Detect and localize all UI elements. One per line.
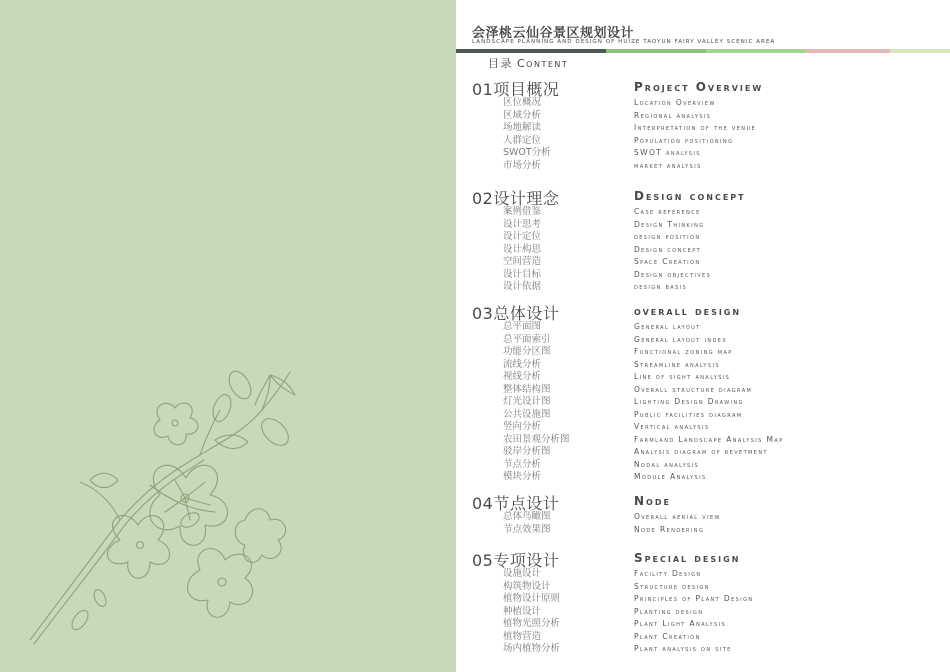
toc-item[interactable] xyxy=(456,446,950,459)
toc-item-en: Planting design xyxy=(634,606,704,616)
section-items xyxy=(456,321,950,484)
toc-item-en: Structure design xyxy=(634,581,710,591)
toc-item-cn: 植物营造 xyxy=(503,630,542,642)
left-decorative-panel xyxy=(0,0,456,672)
toc-item-en: Node Rendering xyxy=(634,524,705,534)
toc-item-cn: 整体结构图 xyxy=(503,383,551,395)
toc-item-en: Vertical analysis xyxy=(634,422,710,431)
toc-item-en: design position xyxy=(634,232,701,241)
toc-item[interactable] xyxy=(456,97,950,110)
toc-item[interactable] xyxy=(456,524,950,537)
toc-item-cn: 功能分区图 xyxy=(503,346,551,357)
section-title-cn[interactable]: 02设计理念 xyxy=(472,189,560,208)
contents-heading xyxy=(488,55,568,71)
toc-item-en: Facility Design xyxy=(634,569,702,578)
toc-item-cn: SWOT分析 xyxy=(503,147,551,158)
toc-item-cn: 视线分析 xyxy=(503,371,542,382)
toc-item-en: Location Overview xyxy=(634,98,716,107)
toc-item[interactable] xyxy=(456,471,950,484)
toc-item-cn: 区域分析 xyxy=(503,109,542,121)
toc-item[interactable] xyxy=(456,581,950,594)
toc-item-cn: 公共设施图 xyxy=(503,408,551,420)
toc-item-en: Design Thinking xyxy=(634,219,705,229)
toc-item-cn: 市场分析 xyxy=(503,159,542,171)
toc-item-en: Space Creation xyxy=(634,257,701,266)
section-title-en[interactable]: Special design xyxy=(634,551,741,565)
section-title-en[interactable]: Project Overview xyxy=(634,80,764,94)
document-title: 会泽桃云仙谷景区规划设计 xyxy=(472,26,635,41)
toc-item-cn: 场内植物分析 xyxy=(503,643,561,654)
toc-item[interactable] xyxy=(456,334,950,347)
header-bar-segment xyxy=(606,49,706,53)
toc-item-cn: 植物设计原则 xyxy=(503,593,561,604)
toc-item-cn: 设计构思 xyxy=(503,243,542,255)
toc-item-cn: 设计定位 xyxy=(503,231,542,242)
toc-item[interactable] xyxy=(456,206,950,219)
section-items xyxy=(456,568,950,656)
toc-item[interactable] xyxy=(456,606,950,619)
toc-item-en: market analysis xyxy=(634,160,702,170)
toc-item-cn: 场地解读 xyxy=(503,122,542,133)
toc-item-cn: 设计目标 xyxy=(503,268,542,280)
toc-item[interactable] xyxy=(456,135,950,148)
toc-item-en: General layout index xyxy=(634,334,728,344)
section-items xyxy=(456,206,950,294)
toc-item-en: Design objectives xyxy=(634,269,712,279)
toc-item[interactable] xyxy=(456,421,950,434)
toc-item-en: Module Analysis xyxy=(634,472,707,481)
toc-item[interactable] xyxy=(456,359,950,372)
toc-item[interactable] xyxy=(456,371,950,384)
toc-item-en: Public facilities diagram xyxy=(634,409,743,419)
toc-item[interactable] xyxy=(456,593,950,606)
toc-item-en: Functional zoning map xyxy=(634,347,733,356)
header-bar-segment xyxy=(456,49,606,53)
toc-item[interactable] xyxy=(456,110,950,123)
toc-item[interactable] xyxy=(456,409,950,422)
toc-item-cn: 构筑物设计 xyxy=(503,580,551,592)
section-title-en[interactable]: Node xyxy=(634,494,671,508)
toc-item[interactable] xyxy=(456,643,950,656)
toc-item[interactable] xyxy=(456,511,950,524)
header-color-bar xyxy=(456,49,950,53)
toc-item-cn: 设计依据 xyxy=(503,281,542,292)
toc-item-en: Principles of Plant Design xyxy=(634,594,754,603)
header-bar-segment xyxy=(806,49,890,53)
toc-item[interactable] xyxy=(456,147,950,160)
section-title-en[interactable]: Design concept xyxy=(634,189,746,203)
toc-item-en: Line of sight analysis xyxy=(634,372,731,381)
toc-item-cn: 案例借鉴 xyxy=(503,206,542,217)
toc-item-en: Design concept xyxy=(634,244,702,254)
toc-item-en: Interpretation of the venue xyxy=(634,123,757,132)
toc-item-cn: 模块分析 xyxy=(503,471,542,482)
toc-item-cn: 流线分析 xyxy=(503,358,542,370)
toc-item[interactable] xyxy=(456,244,950,257)
toc-item[interactable] xyxy=(456,256,950,269)
toc-item[interactable] xyxy=(456,384,950,397)
toc-item-en: General layout xyxy=(634,322,701,331)
header-bar-segment xyxy=(890,49,950,53)
toc-item-en: Lighting Design Drawing xyxy=(634,397,744,406)
toc-item[interactable] xyxy=(456,269,950,282)
toc-item-en: SWOT analysis xyxy=(634,148,701,157)
section-items xyxy=(456,511,950,536)
toc-item-en: Streamline analysis xyxy=(634,359,720,369)
toc-item-cn: 农田景观分析图 xyxy=(503,433,570,445)
toc-item-en: Nodal analysis xyxy=(634,459,700,469)
toc-item-cn: 设计思考 xyxy=(503,218,542,230)
toc-item-cn: 节点效果图 xyxy=(503,523,551,535)
section-title-cn[interactable]: 01项目概况 xyxy=(472,80,560,99)
toc-item[interactable] xyxy=(456,568,950,581)
section-title-cn[interactable]: 04节点设计 xyxy=(472,494,560,513)
toc-item[interactable] xyxy=(456,231,950,244)
toc-item-cn: 种植设计 xyxy=(503,605,542,617)
toc-item[interactable] xyxy=(456,459,950,472)
toc-item-cn: 空间营造 xyxy=(503,256,542,267)
section-title-cn[interactable]: 03总体设计 xyxy=(472,304,560,323)
toc-item[interactable] xyxy=(456,434,950,447)
contents-heading-cn: 目录 xyxy=(488,57,513,70)
toc-item-en: Plant Creation xyxy=(634,631,701,641)
toc-item[interactable] xyxy=(456,396,950,409)
toc-item-en: Farmland Landscape Analysis Map xyxy=(634,434,784,444)
toc-item-en: Regional analysis xyxy=(634,110,712,120)
toc-item-en: Plant analysis on site xyxy=(634,644,732,653)
toc-item-en: Overall structure diagram xyxy=(634,384,753,394)
toc-item-cn: 灯光设计图 xyxy=(503,396,551,407)
toc-item-en: Plant Light Analysis xyxy=(634,619,727,628)
toc-item[interactable] xyxy=(456,160,950,173)
toc-item-en: Overall aerial view xyxy=(634,512,721,521)
toc-item[interactable] xyxy=(456,631,950,644)
toc-item[interactable] xyxy=(456,219,950,232)
toc-item[interactable] xyxy=(456,321,950,334)
toc-item[interactable] xyxy=(456,281,950,294)
toc-item[interactable] xyxy=(456,618,950,631)
section-items xyxy=(456,97,950,172)
toc-item-cn: 驳岸分析图 xyxy=(503,446,551,457)
toc-item-cn: 区位概况 xyxy=(503,97,542,108)
section-title-cn[interactable]: 05专项设计 xyxy=(472,551,560,570)
toc-item-cn: 节点分析 xyxy=(503,458,542,470)
toc-item-en: Analysis diagram of revetment xyxy=(634,447,768,456)
toc-item[interactable] xyxy=(456,122,950,135)
header-bar-segment xyxy=(706,49,806,53)
toc-item-cn: 总平面图 xyxy=(503,321,542,332)
peach-blossom-illustration xyxy=(0,0,456,672)
toc-item-en: Case reference xyxy=(634,207,701,216)
toc-item-cn: 总平面索引 xyxy=(503,333,551,345)
toc-item-en: Population positioning xyxy=(634,135,734,145)
toc-item-cn: 人群定位 xyxy=(503,134,542,146)
section-title-en[interactable]: overall design xyxy=(634,304,742,318)
table-of-contents-page xyxy=(456,0,950,672)
document-subtitle: LANDSCAPE PLANNING AND DESIGN OF HUIZE TAOYUN FAIRY VALLEY SCENIC AREA xyxy=(472,39,776,45)
toc-item-cn: 竖向分析 xyxy=(503,421,542,432)
toc-item-en: design basis xyxy=(634,282,688,291)
toc-item[interactable] xyxy=(456,346,950,359)
toc-item-cn: 植物光照分析 xyxy=(503,618,561,629)
toc-item-cn: 总体鸟瞰图 xyxy=(503,511,551,522)
contents-heading-en: Content xyxy=(517,57,569,70)
toc-item-cn: 设施设计 xyxy=(503,568,542,579)
